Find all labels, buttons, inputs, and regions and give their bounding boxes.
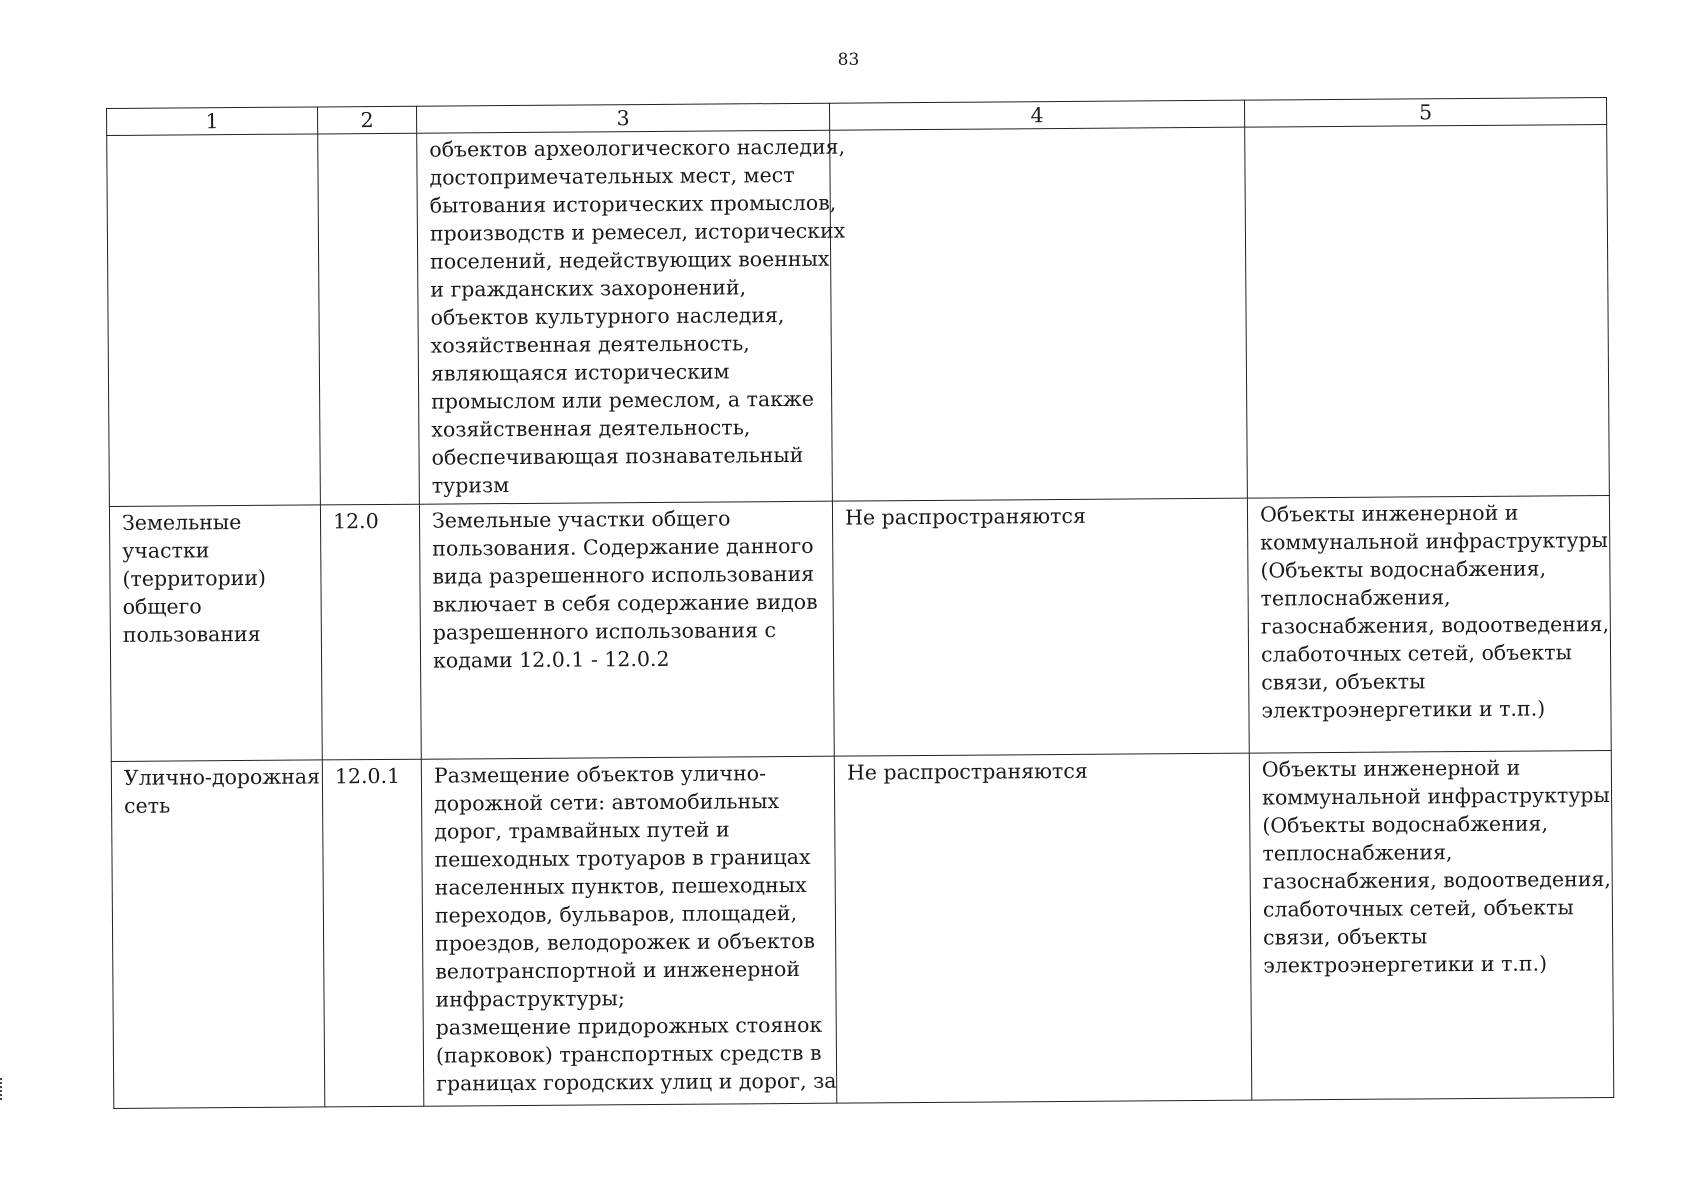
header-col-3: 3: [416, 103, 829, 133]
cell-code: 12.0.1: [322, 759, 424, 1107]
cell-description: [417, 130, 846, 504]
text-line: границах городских улиц и дорог, за: [436, 1068, 837, 1096]
cell-restrictions: Не распространяются: [834, 753, 1252, 1103]
header-col-1: 1: [107, 107, 318, 136]
cell-code: [318, 133, 420, 505]
cell-auxiliary: [1245, 125, 1610, 499]
text-line: пользования. Содержание данного: [432, 533, 814, 561]
text-line: (Объекты водоснабжения,: [1262, 811, 1549, 838]
text-line: являющаяся историческим: [430, 359, 730, 386]
cell-code: 12.0: [320, 504, 421, 760]
text-line: проездов, велодорожек и объектов: [435, 928, 816, 956]
text-line: слаботочных сетей, объекты: [1260, 640, 1572, 667]
text-line: теплоснабжения,: [1260, 585, 1451, 611]
header-col-2: 2: [317, 106, 416, 134]
text-line: Объекты инженерной и: [1261, 755, 1521, 782]
text-line: инфраструктуры;: [435, 986, 625, 1012]
text-line: Объекты инженерной и: [1259, 500, 1519, 527]
text-line: общего: [122, 594, 202, 619]
text-line: теплоснабжения,: [1262, 840, 1453, 866]
text-line: Улично-дорожная: [123, 764, 321, 790]
text-line: коммунальной инфраструктуры: [1261, 782, 1610, 810]
text-line: пользования: [122, 621, 261, 647]
text-line: пешеходных тротуаров в границах: [434, 844, 811, 872]
cell-name: [107, 134, 321, 507]
text-line: Земельные: [121, 510, 242, 535]
cell-auxiliary: [1247, 495, 1611, 753]
cell-restrictions: Не распространяются: [832, 498, 1249, 756]
text-line: сеть: [124, 793, 171, 818]
text-line: производств и ремесел, исторических: [429, 218, 846, 246]
text-line: слаботочных сетей, объекты: [1262, 895, 1574, 922]
text-line: объектов археологического наследия,: [429, 134, 846, 162]
cell-name: [111, 760, 325, 1109]
text-line: хозяйственная деятельность,: [430, 331, 750, 358]
text-line: Размещение объектов улично-: [433, 761, 767, 788]
text-line: хозяйственная деятельность,: [431, 415, 751, 442]
header-col-4: 4: [829, 100, 1244, 130]
text-line: переходов, бульваров, площадей,: [434, 900, 798, 928]
cell-description: [421, 756, 837, 1106]
land-use-table: [106, 97, 1614, 1109]
text-line: обеспечивающая познавательный: [431, 442, 804, 470]
text-line: дорог, трамвайных путей и: [434, 817, 730, 844]
text-line: объектов культурного наследия,: [430, 303, 785, 330]
text-line: туризм: [431, 473, 510, 498]
page-number: 83: [837, 50, 860, 70]
cell-auxiliary: [1249, 750, 1614, 1100]
text-line: электроэнергетики и т.п.): [1261, 696, 1546, 723]
text-line: дорожной сети: автомобильных: [434, 789, 780, 816]
text-line: промыслом или ремеслом, а также: [431, 386, 815, 414]
text-line: бытования исторических промыслов,: [429, 190, 837, 218]
text-line: кодами 12.0.1 - 12.0.2: [432, 646, 670, 673]
text-line: газоснабжения, водоотведения,: [1262, 866, 1611, 894]
text-line: включает в себя содержание видов: [432, 589, 818, 617]
table-row: [109, 495, 1611, 761]
text-line: вида разрешенного использования: [432, 561, 815, 589]
text-line: размещение придорожных стоянок: [435, 1012, 823, 1040]
header-col-5: 5: [1244, 98, 1606, 128]
cell-description: [419, 501, 834, 759]
text-line: Земельные участки общего: [431, 506, 731, 533]
text-line: газоснабжения, водоотведения,: [1260, 611, 1610, 639]
cell-restrictions: [830, 127, 1248, 501]
text-line: электроэнергетики и т.п.): [1263, 951, 1548, 978]
text-line: поселений, недействующих военных: [430, 246, 830, 274]
table-row-continuation: [107, 125, 1610, 507]
text-line: велотранспортной и инженерной: [435, 956, 801, 984]
cell-name: [109, 505, 322, 762]
text-line: связи, объекты: [1261, 669, 1426, 695]
text-line: (Объекты водоснабжения,: [1260, 556, 1547, 583]
text-line: достопримечательных мест, мест: [429, 162, 795, 190]
text-line: населенных пунктов, пешеходных: [434, 872, 807, 900]
table-row: [111, 750, 1614, 1108]
text-line: связи, объекты: [1263, 924, 1428, 950]
text-line: (парковок) транспортных средств в: [435, 1040, 822, 1068]
text-line: коммунальной инфраструктуры: [1260, 528, 1609, 555]
scan-edge-mark: [0, 1078, 5, 1100]
text-line: и гражданских захоронений,: [430, 275, 747, 302]
text-line: разрешенного использования с: [432, 618, 777, 645]
text-line: (территории): [122, 565, 267, 591]
text-line: участки: [122, 538, 210, 563]
